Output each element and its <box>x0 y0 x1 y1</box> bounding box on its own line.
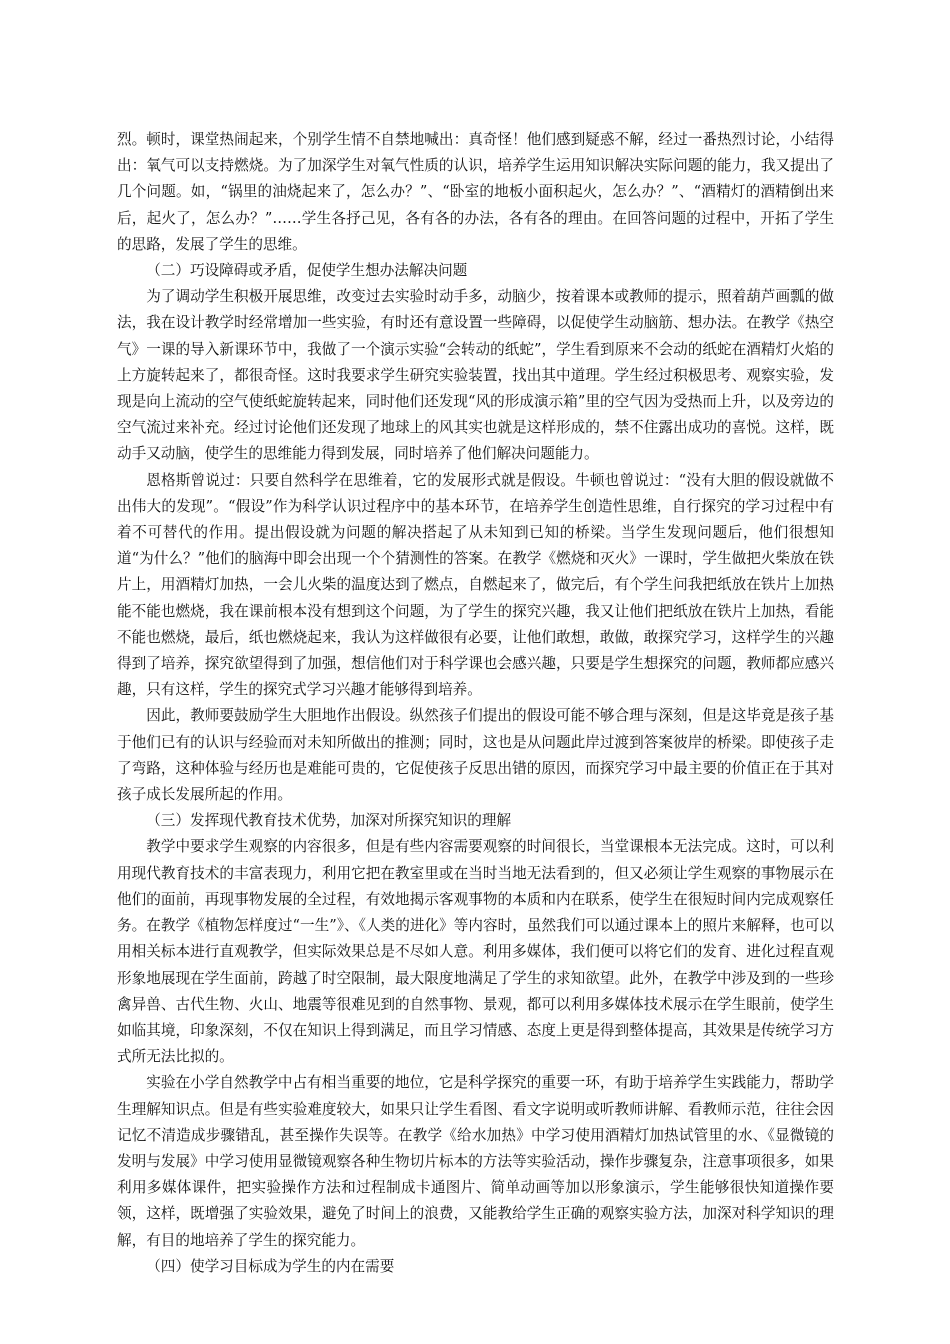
section-heading-4: （四）使学习目标成为学生的内在需要 <box>146 1257 395 1275</box>
paragraph: 实验在小学自然教学中占有相当重要的地位，它是科学探究的重要一环，有助于培养学生实践能力，帮助学生理解知识点。但是有些实验难度较大，如果只让学生看图、看文字说明或听教师讲解、看教师示范，往往会因记忆不清造成步骤错乱，甚至操作失误等。在教学《给水加热》中学习使用酒精灯加热试管里的水、《显微镜的发明与发展》中学习使用显微镜观察各种生物切片标本的方法等实验活动，操作步骤复杂，注意事项很多，如果利用多媒体课件，把实验操作方法和过程制成卡通图片、简单动画等加以形象演示，学生能够很快知道操作要领，这样，既增强了实验效果，避免了时间上的浪费，又能教给学生正确的观察实验方法，加深对科学知识的理解，有目的地培养了学生的探究能力。 <box>117 1074 834 1249</box>
paragraph-continuation: 烈。顿时，课堂热闹起来，个别学生情不自禁地喊出：真奇怪！他们感到疑惑不解，经过一番热烈讨论，小结得出：氧气可以支持燃烧。为了加深学生对氧气性质的认识，培养学生运用知识解决实际问题的能力，我又提出了几个问题。如，“锅里的油烧起来了，怎么办？”、“卧室的地板小面积起火，怎么办？”、“酒精灯的酒精倒出来后，起火了，怎么办？”……学生各抒己见，各有各的办法，各有各的理由。在回答问题的过程中，开拓了学生的思路，发展了学生的思维。 <box>117 131 834 253</box>
section-heading-2: （二）巧设障碍或矛盾，促使学生想办法解决问题 <box>146 262 468 280</box>
paragraph: 为了调动学生积极开展思维，改变过去实验时动手多，动脑少，按着课本或教师的提示，照着葫芦画瓢的做法，我在设计教学时经常增加一些实验，有时还有意设置一些障碍，以促使学生动脑筋、想办法。在教学《热空气》一课的导入新课环节中，我做了一个演示实验“会转动的纸蛇”，学生看到原来不会动的纸蛇在酒精灯火焰的上方旋转起来了，都很奇怪。这时我要求学生研究实验装置，找出其中道理。学生经过积极思考、观察实验，发现是向上流动的空气使纸蛇旋转起来，同时他们还发现“风的形成演示箱”里的空气因为受热而上升，以及旁边的空气流过来补充。经过讨论他们还发现了地球上的风其实也就是这样形成的，禁不住露出成功的喜悦。这样，既动手又动脑，使学生的思维能力得到发展，同时培养了他们解决问题能力。 <box>117 288 834 463</box>
paragraph: 因此，教师要鼓励学生大胆地作出假设。纵然孩子们提出的假设可能不够合理与深刻，但是这毕竟是孩子基于他们已有的认识与经验而对未知所做出的推测；同时，这也是从问题此岸过渡到答案彼岸的桥梁。即使孩子走了弯路，这种体验与经历也是难能可贵的，它促使孩子反思出错的原因，而探究学习中最主要的价值正在于其对孩子成长发展所起的作用。 <box>117 707 834 804</box>
paragraph: 恩格斯曾说过：只要自然科学在思维着，它的发展形式就是假设。牛顿也曾说过：“没有大胆的假设就做不出伟大的发现”。“假设”作为科学认识过程序中的基本环节，在培养学生创造性思维，自行探究的学习过程中有着不可替代的作用。提出假设就为问题的解决搭起了从未知到已知的桥梁。当学生发现问题后，他们很想知道“为什么？”他们的脑海中即会出现一个个猜测性的答案。在教学《燃烧和灭火》一课时，学生做把火柴放在铁片上，用酒精灯加热，一会儿火柴的温度达到了燃点，自燃起来了，做完后，有个学生问我把纸放在铁片上加热能不能也燃烧，我在课前根本没有想到这个问题，为了学生的探究兴趣，我又让他们把纸放在铁片上加热，看能不能也燃烧，最后，纸也燃烧起来，我认为这样做很有必要，让他们敢想，敢做，敢探究学习，这样学生的兴趣得到了培养，探究欲望得到了加强，想信他们对于科学课也会感兴趣，只要是学生想探究的问题，教师都应感兴趣，只有这样，学生的探究式学习兴趣才能够得到培养。 <box>117 471 834 699</box>
paragraph: 教学中要求学生观察的内容很多，但是有些内容需要观察的时间很长，当堂课根本无法完成。这时，可以利用现代教育技术的丰富表现力，利用它把在教室里或在当时当地无法看到的，但又必须让学生观察的事物展示在他们的面前，再现事物发展的全过程，有效地揭示客观事物的本质和内在联系，使学生在很短时间内完成观察任务。在教学《植物怎样度过“一生”》、《人类的进化》等内容时，虽然我们可以通过课本上的照片来解释，也可以用相关标本进行直观教学，但实际效果总是不尽如人意。利用多媒体，我们便可以将它们的发育、进化过程直观形象地展现在学生面前，跨越了时空限制，最大限度地满足了学生的求知欲望。此外，在教学中涉及到的一些珍禽异兽、古代生物、火山、地震等很难见到的自然事物、景观，都可以利用多媒体技术展示在学生眼前，使学生如临其境，印象深刻，不仅在知识上得到满足，而且学习情感、态度上更是得到整体提高，其效果是传统学习方式所无法比拟的。 <box>117 838 834 1066</box>
document-page <box>117 127 834 1280</box>
section-heading-3: （三）发挥现代教育技术优势，加深对所探究知识的理解 <box>146 812 512 830</box>
